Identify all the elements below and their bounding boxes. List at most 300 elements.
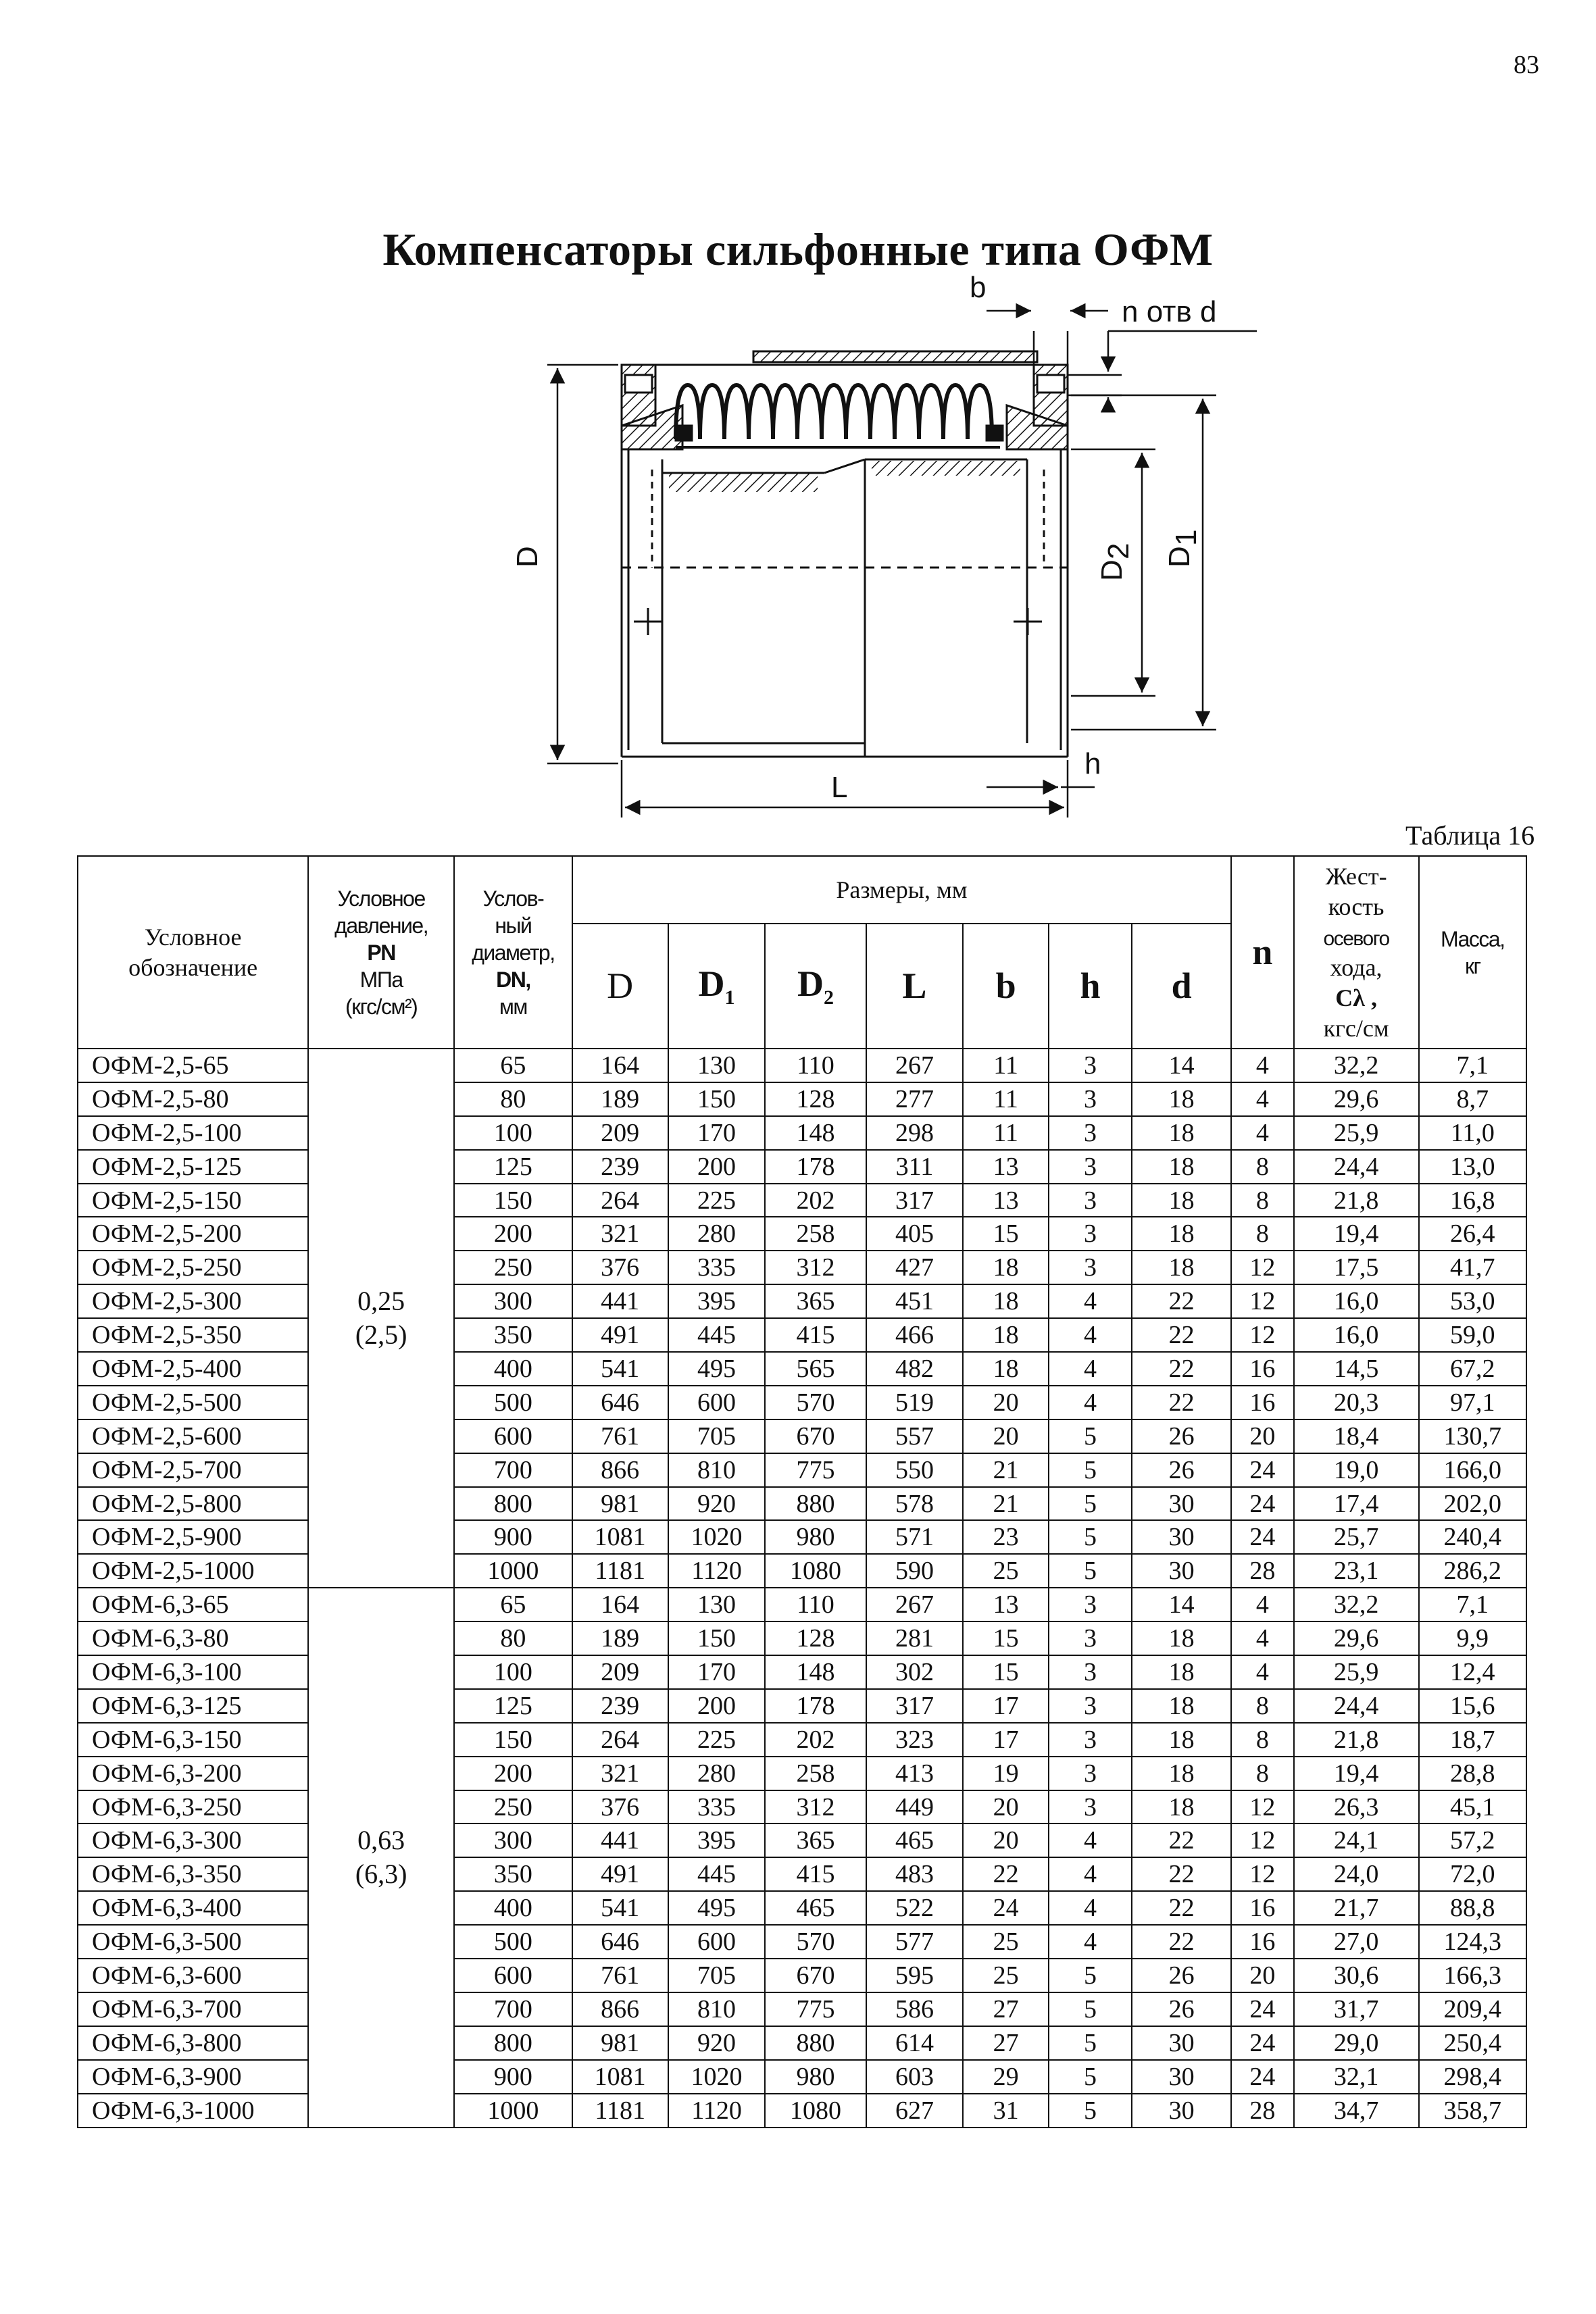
- cell-mass: 15,6: [1419, 1689, 1526, 1723]
- cell-L: 267: [866, 1588, 964, 1621]
- cell-d: 14: [1132, 1049, 1231, 1082]
- cell-designation: ОФМ-2,5-125: [78, 1150, 308, 1184]
- cell-d: 30: [1132, 2026, 1231, 2060]
- cell-b: 19: [963, 1757, 1048, 1790]
- cell-L: 577: [866, 1925, 964, 1959]
- cell-designation: ОФМ-6,3-200: [78, 1757, 308, 1790]
- cell-h: 4: [1049, 1318, 1132, 1352]
- cell-D2: 128: [765, 1621, 866, 1655]
- cell-d: 22: [1132, 1386, 1231, 1419]
- table-row: [78, 1150, 1526, 1184]
- cell-designation: ОФМ-6,3-500: [78, 1925, 308, 1959]
- cell-D2: 1080: [765, 2094, 866, 2128]
- cell-stiffness: 25,9: [1294, 1655, 1419, 1689]
- cell-D2: 570: [765, 1386, 866, 1419]
- cell-n: 12: [1231, 1823, 1294, 1857]
- cell-n: 24: [1231, 1487, 1294, 1521]
- cell-n: 4: [1231, 1049, 1294, 1082]
- cell-mass: 7,1: [1419, 1049, 1526, 1082]
- cell-d: 22: [1132, 1318, 1231, 1352]
- header-h: h: [1049, 924, 1132, 1049]
- cell-D2: 148: [765, 1655, 866, 1689]
- cell-d: 18: [1132, 1150, 1231, 1184]
- cell-D: 981: [572, 2026, 668, 2060]
- cell-designation: ОФМ-6,3-1000: [78, 2094, 308, 2128]
- cell-D: 164: [572, 1588, 668, 1621]
- cell-D2: 415: [765, 1318, 866, 1352]
- cell-mass: 88,8: [1419, 1891, 1526, 1925]
- cell-D: 541: [572, 1352, 668, 1386]
- page-number: 83: [1514, 51, 1539, 79]
- cell-stiffness: 17,4: [1294, 1487, 1419, 1521]
- label-b: b: [970, 271, 987, 304]
- cell-d: 22: [1132, 1823, 1231, 1857]
- cell-mass: 72,0: [1419, 1857, 1526, 1891]
- cell-D1: 445: [668, 1318, 766, 1352]
- cell-dn: 300: [454, 1284, 572, 1318]
- label-D2: D: [1095, 559, 1128, 581]
- cell-n: 16: [1231, 1925, 1294, 1959]
- cell-b: 15: [963, 1621, 1048, 1655]
- table-row: [78, 1049, 1526, 1082]
- cell-dn: 150: [454, 1184, 572, 1217]
- cell-stiffness: 16,0: [1294, 1318, 1419, 1352]
- cell-d: 18: [1132, 1723, 1231, 1757]
- cell-D1: 920: [668, 1487, 766, 1521]
- cell-D: 646: [572, 1386, 668, 1419]
- cell-n: 12: [1231, 1857, 1294, 1891]
- cell-h: 4: [1049, 1857, 1132, 1891]
- cell-D: 761: [572, 1419, 668, 1453]
- cell-stiffness: 32,2: [1294, 1588, 1419, 1621]
- cell-dn: 200: [454, 1217, 572, 1251]
- bellows-convolutions: [676, 385, 992, 439]
- cell-D1: 495: [668, 1352, 766, 1386]
- label-L: L: [831, 771, 848, 804]
- cell-stiffness: 23,1: [1294, 1554, 1419, 1588]
- cell-D2: 775: [765, 1453, 866, 1487]
- cell-b: 13: [963, 1588, 1048, 1621]
- cell-D: 239: [572, 1150, 668, 1184]
- cell-mass: 16,8: [1419, 1184, 1526, 1217]
- cell-D1: 280: [668, 1217, 766, 1251]
- cell-n: 16: [1231, 1386, 1294, 1419]
- cell-mass: 240,4: [1419, 1520, 1526, 1554]
- cell-D1: 200: [668, 1150, 766, 1184]
- cell-D1: 445: [668, 1857, 766, 1891]
- cell-h: 5: [1049, 2060, 1132, 2094]
- cell-dn: 350: [454, 1318, 572, 1352]
- cell-L: 427: [866, 1251, 964, 1284]
- cell-b: 31: [963, 2094, 1048, 2128]
- cell-dn: 700: [454, 1453, 572, 1487]
- header-D2: $D_2$: [765, 924, 866, 1049]
- cell-h: 4: [1049, 1352, 1132, 1386]
- table-row: [78, 1891, 1526, 1925]
- cell-n: 24: [1231, 2060, 1294, 2094]
- cell-b: 18: [963, 1251, 1048, 1284]
- cell-n: 20: [1231, 1959, 1294, 1992]
- cell-h: 3: [1049, 1049, 1132, 1082]
- cell-designation: ОФМ-2,5-300: [78, 1284, 308, 1318]
- cell-designation: ОФМ-2,5-80: [78, 1082, 308, 1116]
- cell-designation: ОФМ-6,3-400: [78, 1891, 308, 1925]
- cell-d: 30: [1132, 1520, 1231, 1554]
- cell-L: 550: [866, 1453, 964, 1487]
- cell-b: 17: [963, 1689, 1048, 1723]
- cell-d: 18: [1132, 1251, 1231, 1284]
- table-row: [78, 1419, 1526, 1453]
- table-row: [78, 1284, 1526, 1318]
- cell-h: 3: [1049, 1217, 1132, 1251]
- cell-mass: 298,4: [1419, 2060, 1526, 2094]
- cell-D: 981: [572, 1487, 668, 1521]
- cell-stiffness: 25,7: [1294, 1520, 1419, 1554]
- cell-L: 482: [866, 1352, 964, 1386]
- cell-dn: 400: [454, 1891, 572, 1925]
- compensator-drawing: [473, 270, 1284, 831]
- cell-stiffness: 32,1: [1294, 2060, 1419, 2094]
- cell-d: 18: [1132, 1621, 1231, 1655]
- cell-D: 321: [572, 1757, 668, 1790]
- table-row: [78, 1588, 1526, 1621]
- cell-designation: ОФМ-2,5-1000: [78, 1554, 308, 1588]
- cell-D2: 880: [765, 1487, 866, 1521]
- cell-d: 22: [1132, 1284, 1231, 1318]
- cell-stiffness: 17,5: [1294, 1251, 1419, 1284]
- table-caption: Таблица 16: [1405, 820, 1535, 851]
- cell-D2: 110: [765, 1049, 866, 1082]
- cell-L: 483: [866, 1857, 964, 1891]
- header-d: d: [1132, 924, 1231, 1049]
- cell-dn: 100: [454, 1655, 572, 1689]
- cell-b: 18: [963, 1284, 1048, 1318]
- cell-D1: 705: [668, 1419, 766, 1453]
- cell-b: 13: [963, 1184, 1048, 1217]
- cell-D1: 1120: [668, 2094, 766, 2128]
- label-D2-sub: 2: [1102, 543, 1135, 559]
- cell-dn: 1000: [454, 2094, 572, 2128]
- cell-D1: 150: [668, 1082, 766, 1116]
- cell-D2: 365: [765, 1284, 866, 1318]
- cell-b: 22: [963, 1857, 1048, 1891]
- cell-D2: 1080: [765, 1554, 866, 1588]
- cell-d: 30: [1132, 2060, 1231, 2094]
- cell-L: 578: [866, 1487, 964, 1521]
- cell-dn: 900: [454, 1520, 572, 1554]
- cell-stiffness: 34,7: [1294, 2094, 1419, 2128]
- table-row: [78, 1723, 1526, 1757]
- cell-d: 18: [1132, 1757, 1231, 1790]
- cell-b: 18: [963, 1352, 1048, 1386]
- cell-b: 24: [963, 1891, 1048, 1925]
- cell-mass: 250,4: [1419, 2026, 1526, 2060]
- compensator-drawing-svg: [473, 270, 1284, 831]
- cell-D1: 600: [668, 1386, 766, 1419]
- header-stiffness: Жест- кость осевого хода, Cλ , кгс/см: [1294, 856, 1419, 1049]
- cell-b: 11: [963, 1116, 1048, 1150]
- cell-L: 614: [866, 2026, 964, 2060]
- header-n: n: [1231, 856, 1294, 1049]
- cell-stiffness: 29,6: [1294, 1621, 1419, 1655]
- cell-D1: 1120: [668, 1554, 766, 1588]
- cell-designation: ОФМ-2,5-700: [78, 1453, 308, 1487]
- table-row: [78, 1386, 1526, 1419]
- table-row: [78, 2026, 1526, 2060]
- cell-h: 4: [1049, 1925, 1132, 1959]
- cell-h: 3: [1049, 1184, 1132, 1217]
- cell-designation: ОФМ-2,5-600: [78, 1419, 308, 1453]
- cell-d: 18: [1132, 1655, 1231, 1689]
- cell-D2: 980: [765, 1520, 866, 1554]
- cell-n: 8: [1231, 1184, 1294, 1217]
- cell-D2: 565: [765, 1352, 866, 1386]
- cell-D: 209: [572, 1655, 668, 1689]
- cell-mass: 45,1: [1419, 1790, 1526, 1824]
- table-row: [78, 1621, 1526, 1655]
- table-row: [78, 1251, 1526, 1284]
- header-b: b: [963, 924, 1048, 1049]
- cell-mass: 28,8: [1419, 1757, 1526, 1790]
- label-D1: D: [1163, 546, 1196, 568]
- cell-h: 3: [1049, 1588, 1132, 1621]
- table-row: [78, 1757, 1526, 1790]
- cell-h: 3: [1049, 1723, 1132, 1757]
- cell-mass: 18,7: [1419, 1723, 1526, 1757]
- cell-b: 21: [963, 1487, 1048, 1521]
- header-D1: $D_1$: [668, 924, 766, 1049]
- cell-D: 1081: [572, 2060, 668, 2094]
- cell-mass: 202,0: [1419, 1487, 1526, 1521]
- cell-D1: 335: [668, 1251, 766, 1284]
- cell-dn: 500: [454, 1925, 572, 1959]
- cell-d: 22: [1132, 1925, 1231, 1959]
- cell-D1: 705: [668, 1959, 766, 1992]
- cell-stiffness: 24,0: [1294, 1857, 1419, 1891]
- cell-stiffness: 14,5: [1294, 1352, 1419, 1386]
- cell-n: 8: [1231, 1217, 1294, 1251]
- header-diameter: Услов- ный диаметр, DN, мм: [454, 856, 572, 1049]
- cell-L: 298: [866, 1116, 964, 1150]
- cell-h: 5: [1049, 1487, 1132, 1521]
- cell-stiffness: 19,4: [1294, 1217, 1419, 1251]
- cell-stiffness: 20,3: [1294, 1386, 1419, 1419]
- header-designation: Условное обозначение: [78, 856, 308, 1049]
- cell-D: 376: [572, 1251, 668, 1284]
- cell-D1: 130: [668, 1588, 766, 1621]
- table-row: [78, 1352, 1526, 1386]
- cell-dn: 200: [454, 1757, 572, 1790]
- cell-D1: 200: [668, 1689, 766, 1723]
- cell-mass: 12,4: [1419, 1655, 1526, 1689]
- cell-n: 24: [1231, 1453, 1294, 1487]
- header-mass: Масса, кг: [1419, 856, 1526, 1049]
- cell-n: 24: [1231, 1520, 1294, 1554]
- cell-d: 30: [1132, 1487, 1231, 1521]
- cell-mass: 358,7: [1419, 2094, 1526, 2128]
- cell-D2: 312: [765, 1251, 866, 1284]
- cell-L: 519: [866, 1386, 964, 1419]
- cell-L: 627: [866, 2094, 964, 2128]
- label-D: D: [511, 546, 544, 568]
- cell-h: 3: [1049, 1150, 1132, 1184]
- cell-dn: 100: [454, 1116, 572, 1150]
- cell-d: 22: [1132, 1352, 1231, 1386]
- cell-h: 3: [1049, 1790, 1132, 1824]
- cell-stiffness: 25,9: [1294, 1116, 1419, 1150]
- cell-stiffness: 29,0: [1294, 2026, 1419, 2060]
- cell-D2: 312: [765, 1790, 866, 1824]
- table-row: [78, 1520, 1526, 1554]
- cell-L: 595: [866, 1959, 964, 1992]
- cell-D2: 110: [765, 1588, 866, 1621]
- cell-d: 18: [1132, 1184, 1231, 1217]
- cell-dn: 250: [454, 1790, 572, 1824]
- cell-D: 209: [572, 1116, 668, 1150]
- cell-n: 8: [1231, 1689, 1294, 1723]
- cell-D: 441: [572, 1284, 668, 1318]
- cell-D: 1181: [572, 2094, 668, 2128]
- cell-d: 18: [1132, 1217, 1231, 1251]
- cell-L: 317: [866, 1689, 964, 1723]
- cell-L: 317: [866, 1184, 964, 1217]
- cell-designation: ОФМ-2,5-800: [78, 1487, 308, 1521]
- cell-designation: ОФМ-6,3-600: [78, 1959, 308, 1992]
- cell-h: 5: [1049, 2094, 1132, 2128]
- cell-dn: 900: [454, 2060, 572, 2094]
- cell-h: 3: [1049, 1655, 1132, 1689]
- cell-dn: 600: [454, 1959, 572, 1992]
- cell-D2: 148: [765, 1116, 866, 1150]
- table-body: [78, 1049, 1526, 2128]
- cell-L: 451: [866, 1284, 964, 1318]
- table-row: [78, 1790, 1526, 1824]
- cell-h: 3: [1049, 1116, 1132, 1150]
- table-row: [78, 1487, 1526, 1521]
- table-row: [78, 1453, 1526, 1487]
- cell-b: 17: [963, 1723, 1048, 1757]
- cell-dn: 300: [454, 1823, 572, 1857]
- housing-outline: [622, 351, 1068, 757]
- cell-b: 27: [963, 2026, 1048, 2060]
- header-dimensions: Размеры, мм: [572, 856, 1231, 924]
- cell-mass: 124,3: [1419, 1925, 1526, 1959]
- cell-mass: 53,0: [1419, 1284, 1526, 1318]
- cell-L: 302: [866, 1655, 964, 1689]
- cell-n: 28: [1231, 1554, 1294, 1588]
- cell-b: 25: [963, 1554, 1048, 1588]
- cell-D2: 202: [765, 1184, 866, 1217]
- cell-h: 4: [1049, 1823, 1132, 1857]
- cell-stiffness: 27,0: [1294, 1925, 1419, 1959]
- cell-n: 4: [1231, 1082, 1294, 1116]
- cell-d: 22: [1132, 1857, 1231, 1891]
- cell-designation: ОФМ-6,3-100: [78, 1655, 308, 1689]
- cell-D2: 128: [765, 1082, 866, 1116]
- table-row: [78, 1823, 1526, 1857]
- cell-stiffness: 16,0: [1294, 1284, 1419, 1318]
- cell-n: 4: [1231, 1655, 1294, 1689]
- cell-stiffness: 26,3: [1294, 1790, 1419, 1824]
- table-row: [78, 1554, 1526, 1588]
- cell-D: 189: [572, 1082, 668, 1116]
- cell-h: 5: [1049, 1554, 1132, 1588]
- cell-D: 321: [572, 1217, 668, 1251]
- cell-mass: 286,2: [1419, 1554, 1526, 1588]
- cell-L: 413: [866, 1757, 964, 1790]
- cell-D2: 258: [765, 1757, 866, 1790]
- cell-L: 323: [866, 1723, 964, 1757]
- cell-b: 29: [963, 2060, 1048, 2094]
- cell-dn: 80: [454, 1621, 572, 1655]
- table-row: [78, 1959, 1526, 1992]
- cell-L: 522: [866, 1891, 964, 1925]
- cell-stiffness: 31,7: [1294, 1992, 1419, 2026]
- cell-b: 15: [963, 1217, 1048, 1251]
- cell-n: 16: [1231, 1352, 1294, 1386]
- cell-n: 12: [1231, 1318, 1294, 1352]
- cell-designation: ОФМ-2,5-400: [78, 1352, 308, 1386]
- cell-b: 15: [963, 1655, 1048, 1689]
- cell-D2: 980: [765, 2060, 866, 2094]
- cell-designation: ОФМ-6,3-700: [78, 1992, 308, 2026]
- cell-L: 277: [866, 1082, 964, 1116]
- cell-D: 866: [572, 1992, 668, 2026]
- cell-dn: 350: [454, 1857, 572, 1891]
- cell-d: 18: [1132, 1082, 1231, 1116]
- cell-mass: 7,1: [1419, 1588, 1526, 1621]
- cell-mass: 67,2: [1419, 1352, 1526, 1386]
- cell-D: 491: [572, 1857, 668, 1891]
- cell-h: 5: [1049, 1959, 1132, 1992]
- cell-designation: ОФМ-2,5-350: [78, 1318, 308, 1352]
- cell-b: 25: [963, 1959, 1048, 1992]
- cell-designation: ОФМ-6,3-800: [78, 2026, 308, 2060]
- cell-h: 3: [1049, 1621, 1132, 1655]
- cell-n: 8: [1231, 1723, 1294, 1757]
- cell-stiffness: 21,8: [1294, 1723, 1419, 1757]
- cell-d: 26: [1132, 1959, 1231, 1992]
- cell-mass: 209,4: [1419, 1992, 1526, 2026]
- cell-dn: 400: [454, 1352, 572, 1386]
- cell-stiffness: 21,7: [1294, 1891, 1419, 1925]
- cell-designation: ОФМ-6,3-65: [78, 1588, 308, 1621]
- cell-D: 264: [572, 1184, 668, 1217]
- label-n-holes: n отв d: [1122, 295, 1217, 328]
- cell-mass: 13,0: [1419, 1150, 1526, 1184]
- cell-dn: 800: [454, 1487, 572, 1521]
- cell-mass: 130,7: [1419, 1419, 1526, 1453]
- cell-mass: 11,0: [1419, 1116, 1526, 1150]
- cell-stiffness: 19,4: [1294, 1757, 1419, 1790]
- cell-n: 4: [1231, 1588, 1294, 1621]
- cell-D: 541: [572, 1891, 668, 1925]
- cell-mass: 166,3: [1419, 1959, 1526, 1992]
- cell-designation: ОФМ-2,5-200: [78, 1217, 308, 1251]
- cell-D2: 570: [765, 1925, 866, 1959]
- cell-D: 491: [572, 1318, 668, 1352]
- cell-designation: ОФМ-6,3-900: [78, 2060, 308, 2094]
- cell-d: 14: [1132, 1588, 1231, 1621]
- cell-h: 3: [1049, 1689, 1132, 1723]
- cell-L: 586: [866, 1992, 964, 2026]
- cell-D1: 150: [668, 1621, 766, 1655]
- cell-L: 466: [866, 1318, 964, 1352]
- cell-pressure: 0,25 (2,5): [308, 1049, 454, 1588]
- cell-designation: ОФМ-6,3-80: [78, 1621, 308, 1655]
- cell-b: 20: [963, 1823, 1048, 1857]
- cell-dn: 65: [454, 1049, 572, 1082]
